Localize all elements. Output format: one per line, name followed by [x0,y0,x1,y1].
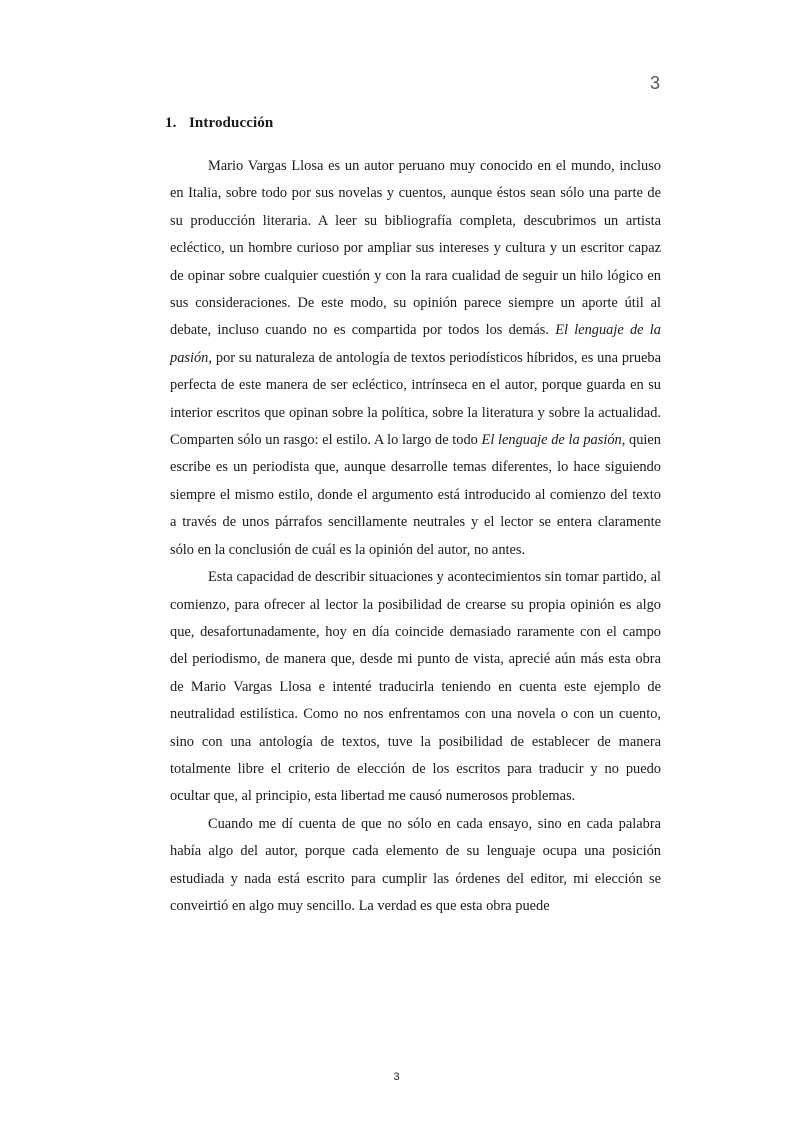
body-text [170,153,661,920]
footer-page-number: 3 [393,1071,400,1083]
paragraph-2: Esta capacidad de describir situaciones y acontecimientos sin tomar partido, al comienzo, para ofrecer al lector la posibilidad de crearse su propia opinión es algo que, desafortunadamente, hoy en día coincide demasiado raramente con el campo del periodismo, de manera que, desde mi punto de vista, aprecié aún más esta obra de Mario Vargas Llosa e intenté traducirla teniendo en cuenta este ejemplo de neutralidad estilística. Como no nos enfrentamos con una novela o con un cuento, sino con una antología de textos, tuve la posibilidad de establecer de manera totalmente libre el criterio de elección de los escritos para traducir y no puedo ocultar que, al principio, esta libertad me causó numerosos problemas. [170,569,661,805]
section-heading [165,115,273,132]
book-title-italic: El lenguaje de la pasión [170,322,661,366]
header-page-number: 3 [649,73,660,93]
section-number: 1. [165,115,177,131]
paragraph-1 [170,153,661,564]
paragraph-3: Cuando me dí cuenta de que no sólo en cada ensayo, sino en cada palabra había algo del autor, porque cada elemento de su lenguaje ocupa una posición estudiada y nada está escrito para cumplir las órdenes del editor, mi elección se conveirtió en algo muy sencillo. La verdad es que esta obra puede [170,815,661,914]
paragraph-1-text-a: Mario Vargas Llosa es un autor peruano muy conocido en el mundo, incluso en Italia, sobre todo por sus novelas y cuentos, aunque éstos sean sólo una parte de su producción literaria. A leer su bibliografía completa, descubrimos un artista ecléctico, un hombre curioso por ampliar sus intereses y cultura y un escritor capaz de opinar sobre cualquier cuestión y con la rara cualidad de seguir un hilo lógico en sus consideraciones. De este modo, su opinión parece siempre un aporte útil al debate, incluso cuando no es compartida por todos los demás. [170,158,661,339]
section-title: Introducción [189,115,274,131]
paragraph-1-text-b: , por su naturaleza de antología de textos periodísticos híbridos, es una prueba perfecta de este manera de ser ecléctico, intrínseca en el autor, porque guarda en su interior escritos que opinan sobre la política, sobre la literatura y sobre la actualidad. Comparten sólo un rasgo: el estilo. A lo largo de todo [170,349,661,449]
book-title-italic: El lenguaje de la pasión, [481,432,626,449]
paragraph-1-text-c: quien escribe es un periodista que, aunque desarrolle temas diferentes, lo hace siguiendo siempre el mismo estilo, donde el argumento está introducido al comienzo del texto a través de unos párrafos sencillamente neutrales y el lector se entera claramente sólo en la conclusión de cuál es la opinión del autor, no antes. [170,432,661,558]
